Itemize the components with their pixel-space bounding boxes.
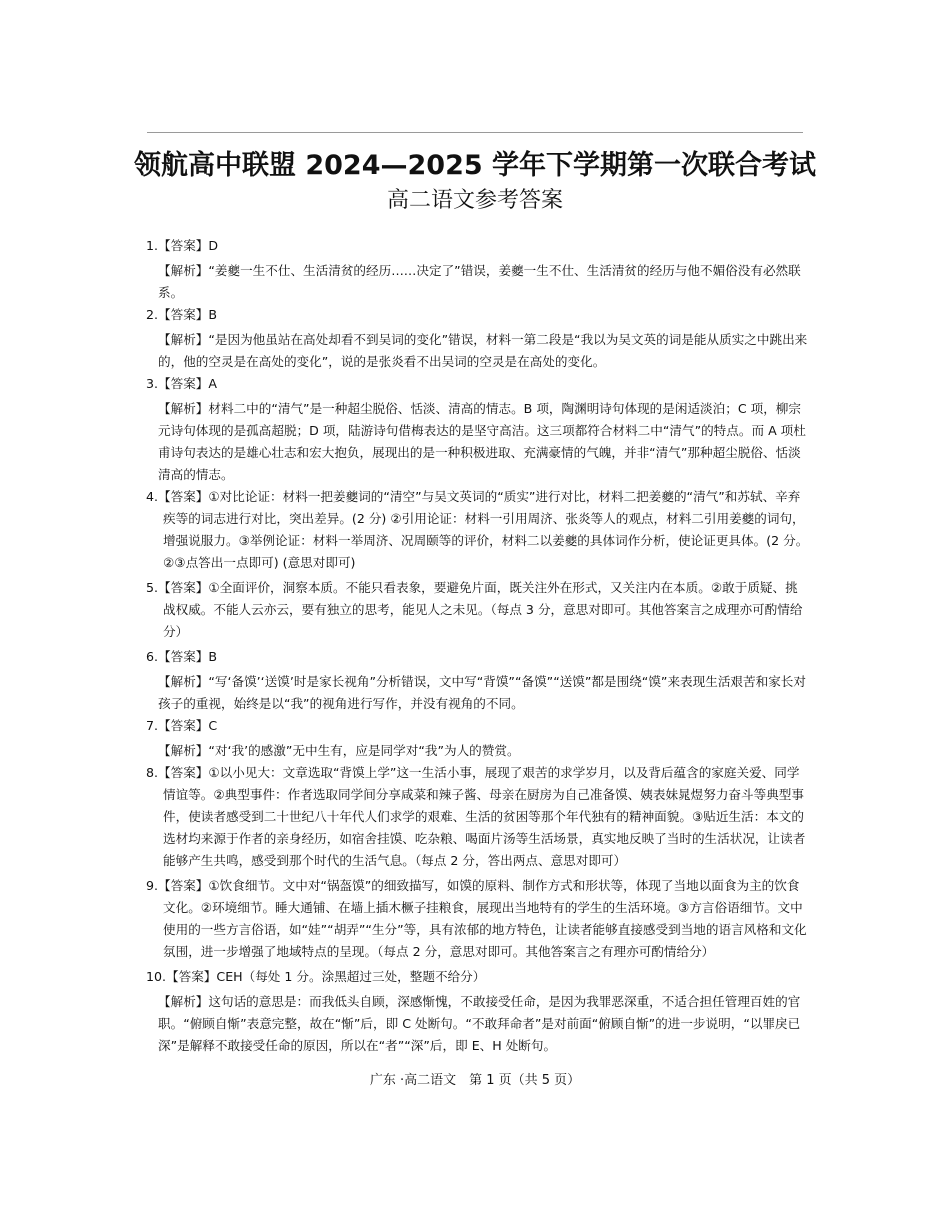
- answer-line: 8.【答案】①以小见大：文章选取“背馍上学”这一生活小事，展现了艰苦的求学岁月，以及背后蕴含的家庭关爱、同学情谊等。②典型事件：作者选取同学间分享咸菜和辣子酱、母亲在厨房为自己准备馍、姨表妹晁煜努力奋斗等典型事件，使读者感受到二十世纪八十年代人们求学的艰难、生活的贫困等那个年代独有的精神面貌。③贴近生活：本文的选材均来源于作者的亲身经历，如宿舍挂馍、吃杂粮、喝面片汤等生活场景，真实地反映了当时的生活状况，让读者能够产生共鸣，感受到那个时代的生活气息。（每点 2 分，答出两点、意思对即可）: [146, 765, 806, 868]
- explanation-text: 【解析】“对‘我’的感激”无中生有，应是同学对“我”为人的赞赏。: [158, 743, 520, 758]
- explanation-text: 【解析】“写‘备馍’‘送馍’时是家长视角”分析错误，文中写“背馍”“备馍”“送馍”都是围绕“馍”来表现生活艰苦和家长对孩子的重视，始终是以“我”的视角进行写作，并没有视角的不同。: [158, 674, 806, 711]
- answer-line: 7.【答案】C: [146, 718, 218, 733]
- answer-item-9: [146, 875, 810, 963]
- answer-item-2: [146, 304, 810, 373]
- explanation-text: 【解析】这句话的意思是：而我低头自顾，深感惭愧，不敢接受任命，是因为我罪恶深重，不适合担任管理百姓的官职。“俯顾自惭”表意完整，故在“惭”后，即 C 处断句。“不敢拜命者”是对前面“俯顾自惭”的进一步说明，“以罪戾已深”是解释不敢接受任命的原因，所以在“者”“深”后，即 E、H 处断句。: [158, 994, 801, 1053]
- answer-line: 4.【答案】①对比论证：材料一把姜夔词的“清空”与吴文英词的“质实”进行对比，材料二把姜夔的“清气”和苏轼、辛弃疾等的词志进行对比，突出差异。(2 分) ②引用论证：材料一引用周济、张炎等人的观点，材料二引用姜夔的词句，增强说服力。③举例论证：材料一举周济、况周颐等的评价，材料二以姜夔的具体词作分析，使论证更具体。(2 分。②③点答出一点即可) (意思对即可): [146, 489, 809, 570]
- answer-line: 6.【答案】B: [146, 649, 218, 664]
- page-footer: 广东 ·高二语文 第 1 页（共 5 页）: [369, 1073, 581, 1088]
- explanation-text: 【解析】“是因为他虽站在高处却看不到吴词的变化”错误，材料一第二段是“我以为吴文英的词是能从质实之中跳出来的，他的空灵是在高处的变化”，说的是张炎看不出吴词的空灵是在高处的变化。: [158, 332, 808, 369]
- top-divider: [147, 132, 803, 133]
- answer-line: 5.【答案】①全面评价，洞察本质。不能只看表象，要避免片面，既关注外在形式，又关注内在本质。②敢于质疑、挑战权威。不能人云亦云，要有独立的思考，能见人之未见。（每点 3 分，意思对即可。其他答案言之成理亦可酌情给分）: [146, 580, 803, 639]
- answer-item-1: [146, 235, 810, 304]
- answer-line: 3.【答案】A: [146, 376, 218, 391]
- answer-item-4: [146, 486, 810, 574]
- answer-item-5: [146, 577, 810, 643]
- explanation-text: 【解析】材料二中的“清气”是一种超尘脱俗、恬淡、清高的情志。B 项，陶渊明诗句体现的是闲适淡泊；C 项，柳宗元诗句体现的是孤高超脱；D 项，陆游诗句借梅表达的是坚守高洁。这三项都符合材料二中“清气”的特点。而 A 项杜甫诗句表达的是雄心壮志和宏大抱负，展现出的是一种积极进取、充满豪情的气魄，并非“清气”那种超尘脱俗、恬淡清高的情志。: [158, 401, 806, 482]
- answer-item-8: [146, 762, 810, 872]
- page-title: 领航高中联盟 2024—2025 学年下学期第一次联合考试: [133, 150, 817, 181]
- answer-line: 9.【答案】①饮食细节。文中对“锅盔馍”的细致描写，如馍的原料、制作方式和形状等，体现了当地以面食为主的饮食文化。②环境细节。睡大通铺、在墙上插木橛子挂粮食，展现出当地特有的学生的生活环境。③方言俗语细节。文中使用的一些方言俗语，如“娃”“胡弄”“生分”等，具有浓郁的地方特色，让读者能够直接感受到当地的语言风格和文化氛围，进一步增强了地域特点的呈现。（每点 2 分，意思对即可。其他答案言之有理亦可酌情给分）: [146, 878, 807, 959]
- answer-line: 2.【答案】B: [146, 307, 218, 322]
- answer-line: 1.【答案】D: [146, 238, 219, 253]
- page-subtitle: 高二语文参考答案: [386, 188, 563, 213]
- answer-item-3: [146, 373, 810, 486]
- answer-item-7: [146, 715, 810, 762]
- answer-item-10: [146, 966, 810, 1057]
- answer-item-6: [146, 646, 810, 715]
- explanation-text: 【解析】“姜夔一生不仕、生活清贫的经历……决定了”错误，姜夔一生不仕、生活清贫的经历与他不媚俗没有必然联系。: [158, 263, 801, 300]
- answer-line: 10.【答案】CEH（每处 1 分。涂黑超过三处，整题不给分）: [146, 969, 486, 984]
- answer-list: [146, 235, 810, 1057]
